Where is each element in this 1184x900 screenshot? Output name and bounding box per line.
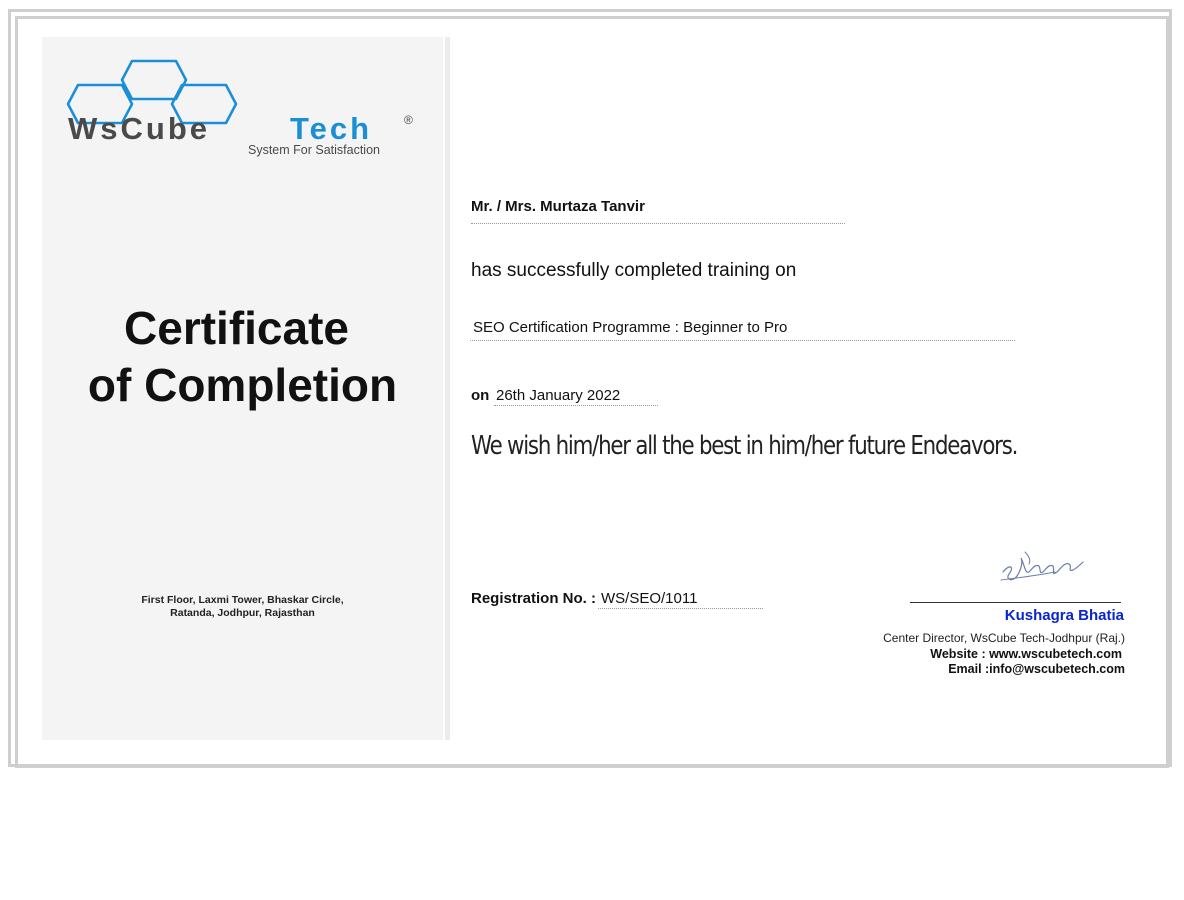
wscube-tech-logo bbox=[66, 56, 422, 160]
course-name: SEO Certification Programme : Beginner to Pro bbox=[470, 319, 1015, 341]
registration-number: WS/SEO/1011 bbox=[598, 590, 763, 609]
panel-divider bbox=[445, 37, 450, 740]
signatory-title: Center Director, WsCube Tech-Jodhpur (Raj.) bbox=[883, 631, 1125, 645]
wish-message: We wish him/her all the best in him/her future Endeavors. bbox=[471, 431, 1018, 461]
logo-tagline: System For Satisfaction bbox=[248, 143, 380, 157]
certificate-title-line2: of Completion bbox=[87, 359, 398, 411]
logo-registered-mark: ® bbox=[404, 113, 413, 127]
handwritten-signature bbox=[995, 542, 1085, 588]
date-label: on bbox=[471, 387, 490, 404]
logo-text-tech: Tech bbox=[290, 111, 373, 146]
signature-line bbox=[910, 602, 1121, 603]
address-line2: Ratanda, Jodhpur, Rajasthan bbox=[170, 607, 315, 619]
completion-statement: has successfully completed training on bbox=[471, 260, 797, 281]
certificate-title-line1: Certificate bbox=[124, 302, 349, 354]
logo-text-wscube: WsCube bbox=[68, 111, 210, 146]
completion-date: 26th January 2022 bbox=[494, 387, 658, 406]
certificate-title bbox=[42, 300, 443, 414]
email-text: Email :info@wscubetech.com bbox=[948, 662, 1125, 676]
recipient-name: Mr. / Mrs. Murtaza Tanvir bbox=[471, 198, 845, 224]
institute-address bbox=[42, 594, 443, 620]
registration-label: Registration No. : bbox=[471, 590, 597, 607]
website-text: Website : www.wscubetech.com bbox=[930, 647, 1122, 661]
signatory-name: Kushagra Bhatia bbox=[1004, 607, 1124, 624]
address-line1: First Floor, Laxmi Tower, Bhaskar Circle, bbox=[141, 594, 344, 606]
